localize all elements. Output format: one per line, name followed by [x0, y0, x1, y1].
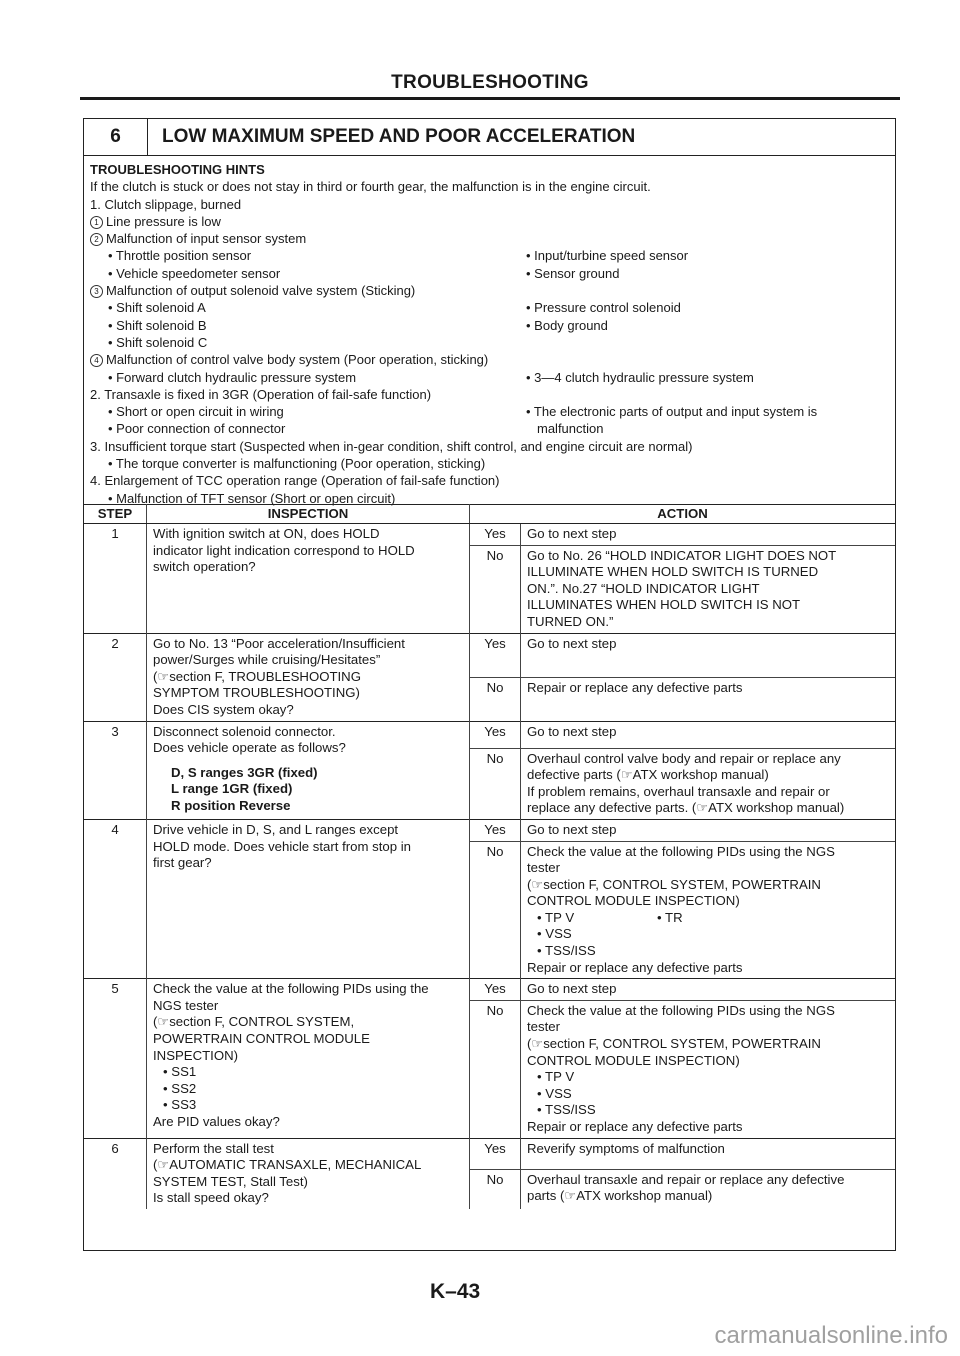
hints-heading: TROUBLESHOOTING HINTS: [90, 162, 265, 177]
step-number: 5: [84, 979, 147, 1138]
circled-3-icon: 3: [90, 285, 103, 298]
hint-bullet: • The electronic parts of output and input system is: [526, 404, 818, 420]
no-action: Repair or replace any defective parts: [521, 677, 896, 721]
no-action: Overhaul control valve body and repair or replace any defective parts (☞ATX workshop manual) If problem remains, overhaul transaxle and repair or replace any defective parts. (☞ATX workshop manual): [521, 748, 896, 819]
hint-bullet: • Shift solenoid C: [108, 334, 208, 350]
table-row: [84, 979, 895, 1001]
yes-action: Go to next step: [521, 633, 896, 677]
hint-bullet: • The torque converter is malfunctioning (Poor operation, sticking): [108, 456, 486, 472]
table-row: [84, 524, 895, 546]
hint-bullet: • Short or open circuit in wiring: [108, 404, 284, 420]
section-title-row: [84, 119, 895, 156]
step-number: 1: [84, 524, 147, 634]
col-action-header: ACTION: [470, 505, 896, 524]
hint-bullet: • Shift solenoid B: [108, 317, 207, 333]
no-action: Check the value at the following PIDs using the NGS tester (☞section F, CONTROL SYSTEM, POWERTRAIN CONTROL MODULE INSPECTION) • TP V • TR • VSS • TSS/ISS Repair or replace any defective parts: [521, 841, 896, 979]
yes-action: Go to next step: [521, 721, 896, 748]
step-inspection: Perform the stall test (☞AUTOMATIC TRANSAXLE, MECHANICAL SYSTEM TEST, Stall Test) Is stall speed okay?: [147, 1138, 470, 1209]
yes-action: Go to next step: [521, 524, 896, 546]
yes-label: Yes: [470, 721, 521, 748]
step-inspection: Go to No. 13 “Poor acceleration/Insufficient power/Surges while cruising/Hesitates” (☞section F, TROUBLESHOOTING SYMPTOM TROUBLESHOOTING) Does CIS system okay?: [147, 633, 470, 721]
circled-4-icon: 4: [90, 354, 103, 367]
no-label: No: [470, 1000, 521, 1138]
table-row: [84, 819, 895, 841]
yes-label: Yes: [470, 1138, 521, 1169]
hint-bullet: • Input/turbine speed sensor: [526, 248, 689, 264]
no-label: No: [470, 1169, 521, 1209]
hint-item-4: 4. Enlargement of TCC operation range (Operation of fail-safe function): [90, 473, 500, 489]
troubleshooting-box: [83, 118, 896, 1251]
watermark: carmanualsonline.info: [714, 1322, 948, 1349]
hint-bullet: • Malfunction of TFT sensor (Short or open circuit): [108, 490, 396, 506]
no-label: No: [470, 841, 521, 979]
yes-label: Yes: [470, 633, 521, 677]
hint-bullet: • Forward clutch hydraulic pressure system: [108, 369, 357, 385]
page-header-title: TROUBLESHOOTING: [391, 72, 589, 93]
circled-2-icon: 2: [90, 233, 103, 246]
hint-bullet: • Shift solenoid A: [108, 300, 206, 316]
step-number: 2: [84, 633, 147, 721]
step-inspection: With ignition switch at ON, does HOLD indicator light indication correspond to HOLD switch operation?: [147, 524, 470, 634]
hints-intro: If the clutch is stuck or does not stay in third or fourth gear, the malfunction is in the engine circuit.: [90, 179, 651, 195]
hint-bullet: • Vehicle speedometer sensor: [108, 265, 281, 281]
no-label: No: [470, 748, 521, 819]
hint-item-1: 1. Clutch slippage, burned: [90, 196, 242, 212]
header-rule: [80, 97, 900, 100]
hint-cause-4: Malfunction of control valve body system (Poor operation, sticking): [106, 352, 489, 368]
no-action: Go to No. 26 “HOLD INDICATOR LIGHT DOES NOT ILLUMINATE WHEN HOLD SWITCH IS TURNED ON.”. No.27 “HOLD INDICATOR LIGHT ILLUMINATES WHEN HOLD SWITCH IS NOT TURNED ON.”: [521, 545, 896, 633]
step-number: 4: [84, 819, 147, 978]
no-action: Overhaul transaxle and repair or replace any defective parts (☞ATX workshop manual): [521, 1169, 896, 1209]
hint-bullet: • Sensor ground: [526, 265, 620, 281]
no-action: Check the value at the following PIDs using the NGS tester (☞section F, CONTROL SYSTEM, POWERTRAIN CONTROL MODULE INSPECTION) • TP V • VSS • TSS/ISS Repair or replace any defective parts: [521, 1000, 896, 1138]
hint-bullet: • Throttle position sensor: [108, 248, 252, 264]
no-label: No: [470, 677, 521, 721]
yes-label: Yes: [470, 524, 521, 546]
troubleshooting-hints: [90, 161, 890, 507]
hint-bullet: • Body ground: [526, 317, 608, 333]
hint-bullet: • Pressure control solenoid: [526, 300, 681, 316]
step-inspection: Check the value at the following PIDs using the NGS tester (☞section F, CONTROL SYSTEM, POWERTRAIN CONTROL MODULE INSPECTION) • SS1 • SS2 • SS3 Are PID values okay?: [147, 979, 470, 1138]
hint-cause-3: Malfunction of output solenoid valve system (Sticking): [106, 283, 416, 299]
page-number: K–43: [430, 1280, 481, 1303]
yes-action: Reverify symptoms of malfunction: [521, 1138, 896, 1169]
hint-item-2: 2. Transaxle is fixed in 3GR (Operation of fail-safe function): [90, 386, 432, 402]
inspection-table: [84, 504, 895, 1209]
circled-1-icon: 1: [90, 216, 103, 229]
step-inspection: Disconnect solenoid connector. Does vehicle operate as follows? D, S ranges 3GR (fixed) L range 1GR (fixed) R position Reverse: [147, 721, 470, 819]
hint-cause-1: Line pressure is low: [106, 213, 221, 229]
yes-label: Yes: [470, 819, 521, 841]
col-step-header: STEP: [84, 505, 147, 524]
step-inspection: Drive vehicle in D, S, and L ranges except HOLD mode. Does vehicle start from stop in first gear?: [147, 819, 470, 978]
col-inspection-header: INSPECTION: [147, 505, 470, 524]
step-number: 6: [84, 1138, 147, 1209]
no-label: No: [470, 545, 521, 633]
section-title: LOW MAXIMUM SPEED AND POOR ACCELERATION: [162, 126, 636, 147]
table-row: [84, 633, 895, 677]
yes-action: Go to next step: [521, 979, 896, 1001]
table-row: [84, 721, 895, 748]
yes-label: Yes: [470, 979, 521, 1001]
hint-item-3: 3. Insufficient torque start (Suspected when in-gear condition, shift control, and engine circuit are normal): [90, 438, 693, 454]
hint-bullet: • Poor connection of connector: [108, 421, 286, 437]
hint-cause-2: Malfunction of input sensor system: [106, 231, 307, 247]
hint-bullet-cont: malfunction: [537, 421, 604, 437]
step-number: 3: [84, 721, 147, 819]
table-row: [84, 1138, 895, 1169]
yes-action: Go to next step: [521, 819, 896, 841]
section-number: 6: [84, 119, 148, 155]
hint-bullet: • 3—4 clutch hydraulic pressure system: [526, 369, 754, 385]
